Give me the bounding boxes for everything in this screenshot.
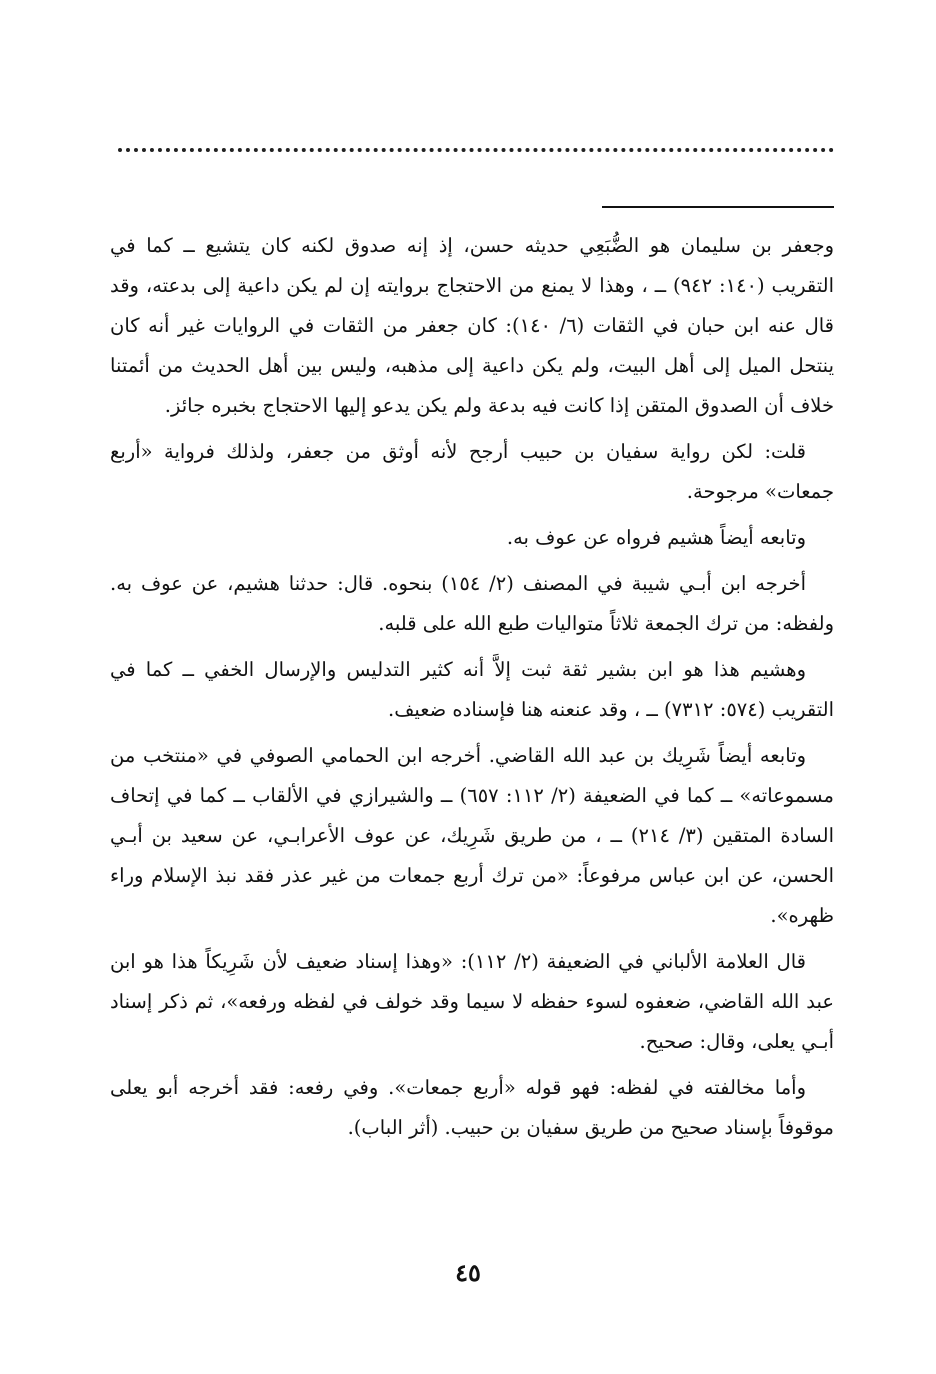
dotted-separator xyxy=(118,148,834,152)
paragraph-2: قلت: لكن رواية سفيان بن حبيب أرجح لأنه أوثق من جعفر، ولذلك فرواية «أربع جمعات» مرجوحة. xyxy=(110,440,834,503)
paragraph-1: وجعفر بن سليمان هو الضُّبَعِي حديثه حسن، إذ إنه صدوق لكنه كان يتشيع ــ كما في التقريب (١٤٠: ٩٤٢) ــ ، وهذا لا يمنع من الاحتجاج بروايته إن لم يكن داعية إلى بدعته، وقد قال عنه ابن حبان في الثقات (٦/ ١٤٠): كان جعفر من الثقات في الروايات غير أنه كان ينتحل الميل إلى أهل البيت، ولم يكن داعية إلى مذهبه، وليس بين أهل الحديث من أئمتنا خلاف أن الصدوق المتقن إذا كانت فيه بدعة ولم يكن يدعو إليها الاحتجاج بخبره جائز. xyxy=(110,234,834,417)
paragraph-8: وأما مخالفته في لفظه: فهو قوله «أربع جمعات». وفي رفعه: فقد أخرجه أبو يعلى موقوفاً بإسناد صحيح من طريق سفيان بن حبيب. (أثر الباب). xyxy=(110,1076,834,1139)
paragraph-4: أخرجه ابن أبـي شيبة في المصنف (٢/ ١٥٤) بنحوه. قال: حدثنا هشيم، عن عوف به. ولفظه: من ترك الجمعة ثلاثاً متواليات طبع الله على قلبه. xyxy=(110,572,834,635)
main-text xyxy=(110,226,834,1154)
footnote-rule xyxy=(602,206,834,208)
paragraph-5: وهشيم هذا هو ابن بشير ثقة ثبت إلاَّ أنه كثير التدليس والإرسال الخفي ــ كما في التقريب (٥٧٤: ٧٣١٢) ــ ، وقد عنعنه هنا فإسناده ضعيف. xyxy=(110,658,834,721)
paragraph-3: وتابعه أيضاً هشيم فرواه عن عوف به. xyxy=(506,526,806,549)
paragraph-6: وتابعه أيضاً شَرِيك بن عبد الله القاضي. أخرجه ابن الحمامي الصوفي في «منتخب من مسموعاته» ــ كما في الضعيفة (٢/ ١١٢: ٦٥٧) ــ والشيرازي في الألقاب ــ كما في إتحاف السادة المتقين (٣/ ٢١٤) ــ ، من طريق شَرِيك، عن عوف الأعرابـي، عن سعيد بن أبـي الحسن، عن ابن عباس مرفوعاً: «من ترك أربع جمعات من غير عذر فقد نبذ الإسلام وراء ظهره». xyxy=(110,744,834,927)
paragraph-7: قال العلامة الألباني في الضعيفة (٢/ ١١٢): «وهذا إسناد ضعيف لأن شَرِيكاً هذا هو ابن عبد الله القاضي، ضعفوه لسوء حفظه لا سيما وقد خولف في لفظه ورفعه»، ثم ذكر إسناد أبـي يعلى، وقال: صحيح. xyxy=(110,950,834,1053)
page-number: ٤٥ xyxy=(455,1258,481,1287)
